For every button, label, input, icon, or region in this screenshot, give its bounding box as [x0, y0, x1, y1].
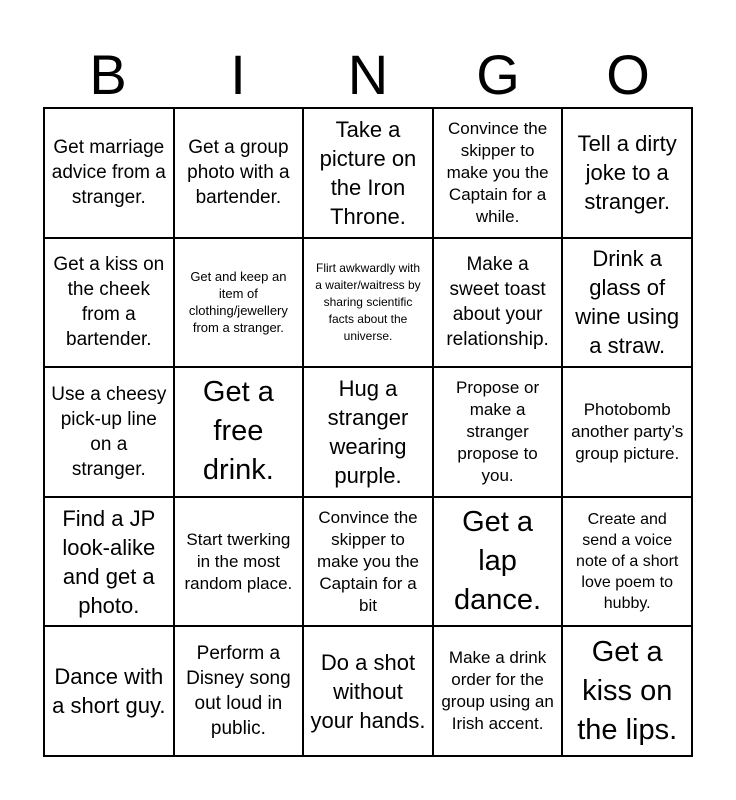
cell-text: Use a cheesy pick-up line on a stranger. [51, 383, 167, 480]
bingo-cell-r3c4[interactable] [433, 367, 563, 497]
bingo-cell-r4c4[interactable] [433, 497, 563, 627]
bingo-cell-r4c3[interactable] [303, 497, 433, 627]
cell-text: Get a lap dance. [454, 506, 542, 617]
header-letter-o: O [606, 43, 650, 106]
bingo-cell-r3c2[interactable] [174, 367, 304, 497]
cell-text: Hug a stranger wearing purple. [327, 375, 409, 488]
bingo-cell-r1c2[interactable] [174, 108, 304, 238]
cell-text: Get a free drink. [202, 376, 274, 487]
bingo-cell-r4c1[interactable] [44, 497, 174, 627]
bingo-cell-r3c5[interactable] [562, 367, 692, 497]
cell-text: Convince the skipper to make you the Captain for a bit [316, 507, 420, 615]
cell-text: Start twerking in the most random place. [184, 529, 293, 593]
cell-text: Find a JP look-alike and get a photo. [62, 505, 156, 618]
cell-text: Propose or make a stranger propose to you. [456, 377, 540, 485]
bingo-cell-r4c2[interactable] [174, 497, 304, 627]
cell-text: Drink a glass of wine using a straw. [575, 246, 680, 359]
bingo-board [43, 107, 693, 757]
cell-text: Get a kiss on the lips. [577, 635, 678, 746]
cell-text: Get marriage advice from a stranger. [51, 137, 166, 209]
header-letter-b: B [89, 43, 127, 106]
header-letter-i: I [230, 43, 246, 106]
cell-text: Convince the skipper to make you the Captain for a while. [446, 118, 549, 226]
bingo-cell-r1c1[interactable] [44, 108, 174, 238]
bingo-cell-r5c2[interactable] [174, 626, 304, 756]
cell-text: Take a picture on the Iron Throne. [319, 116, 417, 229]
bingo-cell-r2c2[interactable] [174, 238, 304, 368]
cell-text: Make a drink order for the group using an Irish accent. [441, 648, 554, 734]
cell-text: Dance with a short guy. [52, 664, 166, 719]
cell-text: Make a sweet toast about your relationship. [446, 254, 549, 351]
cell-text: Flirt awkwardly with a waiter/waitress by sharing scientific facts about the universe. [315, 260, 421, 343]
bingo-cell-r2c1[interactable] [44, 238, 174, 368]
bingo-cell-r5c5[interactable] [562, 626, 692, 756]
cell-text: Get a group photo with a bartender. [187, 137, 290, 209]
bingo-cell-r4c5[interactable] [562, 497, 692, 627]
bingo-cell-r5c4[interactable] [433, 626, 563, 756]
bingo-cell-r1c3[interactable] [303, 108, 433, 238]
bingo-cell-r2c4[interactable] [433, 238, 563, 368]
bingo-cell-r2c5[interactable] [562, 238, 692, 368]
cell-text: Get and keep an item of clothing/jewellery from a stranger. [188, 269, 288, 336]
bingo-cell-r3c3[interactable] [303, 367, 433, 497]
cell-text: Photobomb another party’s group picture. [571, 399, 684, 463]
header-letter-g: G [476, 43, 520, 106]
bingo-cell-r1c4[interactable] [433, 108, 563, 238]
header-letter-n: N [347, 43, 389, 106]
cell-text: Create and send a voice note of a short love poem to hubby. [576, 511, 679, 613]
bingo-cell-r1c5[interactable] [562, 108, 692, 238]
bingo-cell-r3c1[interactable] [44, 367, 174, 497]
bingo-cell-r5c3[interactable] [303, 626, 433, 756]
bingo-cell-r5c1[interactable] [44, 626, 174, 756]
cell-text: Perform a Disney song out loud in public. [186, 643, 291, 740]
cell-text: Get a kiss on the cheek from a bartender. [53, 254, 165, 351]
cell-text: Do a shot without your hands. [310, 649, 426, 733]
bingo-cell-r2c3[interactable] [303, 238, 433, 368]
bingo-header [43, 44, 693, 106]
cell-text: Tell a dirty joke to a stranger. [577, 131, 677, 215]
